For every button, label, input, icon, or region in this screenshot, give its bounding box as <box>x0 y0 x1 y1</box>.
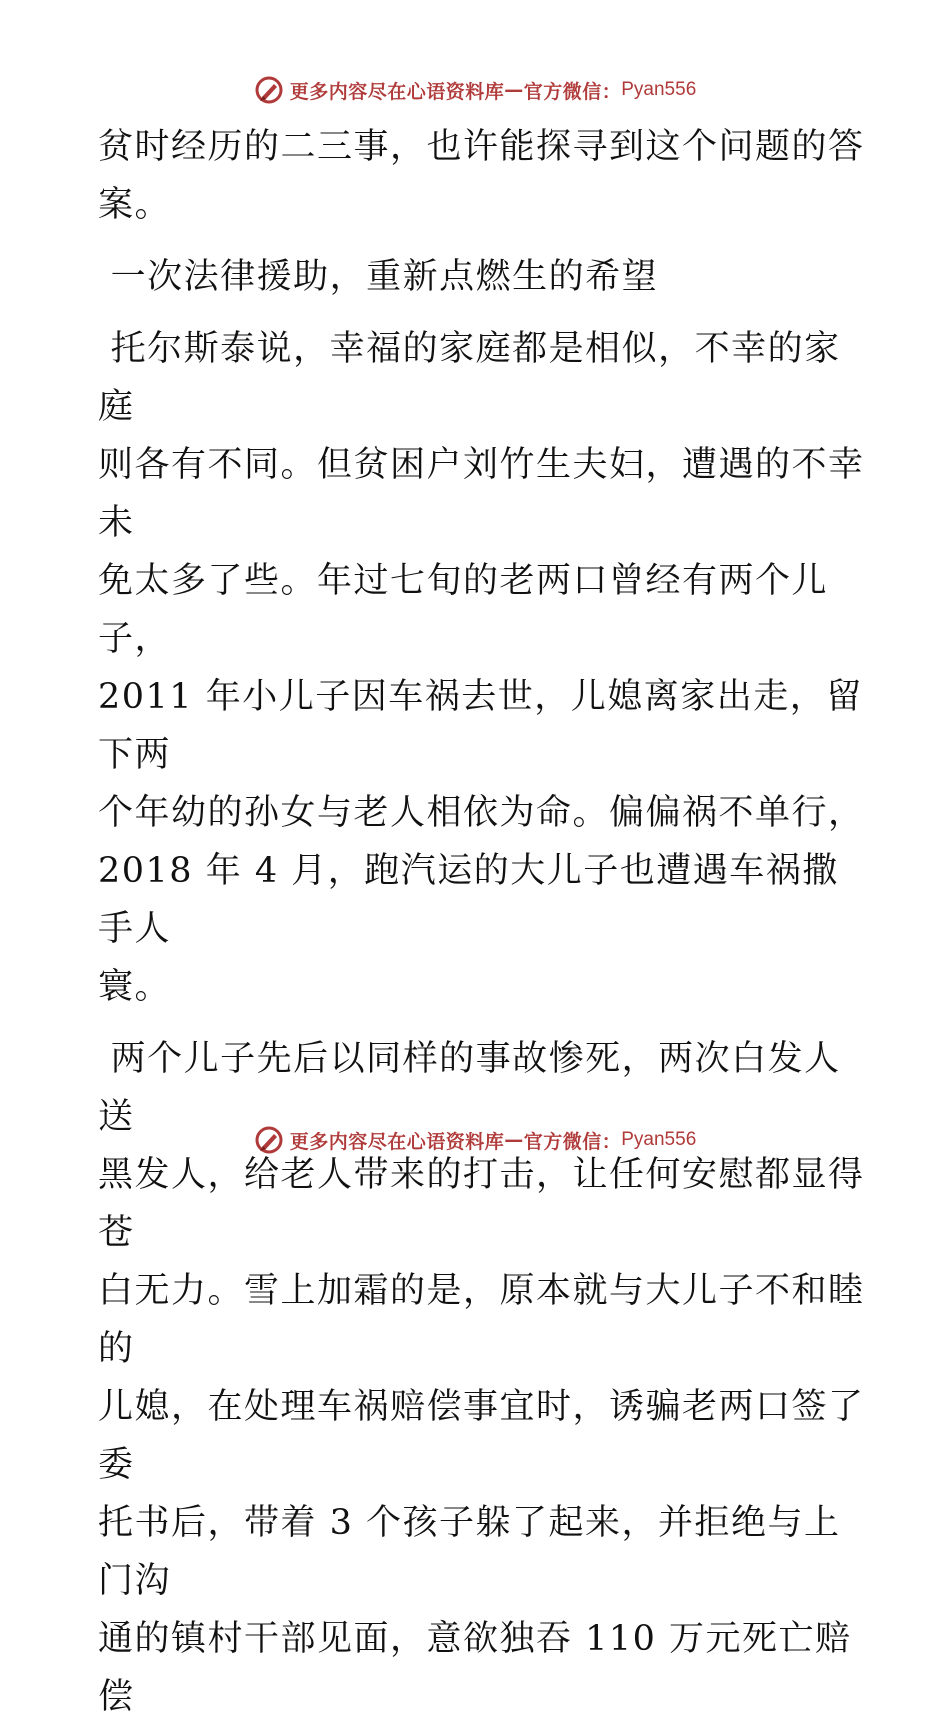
text-line: 通的镇村干部见面，意欲独吞 110 万元死亡赔偿 <box>98 1619 852 1717</box>
text-line: 黑发人，给老人带来的打击，让任何安慰都显得苍 <box>98 1155 865 1253</box>
text-line: 2018 年 4 月，跑汽运的大儿子也遭遇车祸撒手人 <box>98 851 839 949</box>
watermark-separator: — <box>504 1129 524 1151</box>
watermark-id: Pyan556 <box>621 1129 697 1150</box>
text-line: 案。 <box>98 185 172 225</box>
text-line: 托书后，带着 3 个孩子躲了起来，并拒绝与上门沟 <box>98 1503 841 1601</box>
watermark-main-text: 更多内容尽在心语资料库 <box>289 80 505 103</box>
pen-logo-icon <box>254 1125 284 1155</box>
header-watermark <box>0 70 950 110</box>
text-line: 则各有不同。但贫困户刘竹生夫妇，遭遇的不幸未 <box>98 445 865 543</box>
watermark-suffix-text: 官方微信： <box>523 1130 622 1153</box>
text-line: 个年幼的孙女与老人相依为命。偏偏祸不单行， <box>98 793 865 833</box>
document-body <box>98 118 868 1726</box>
watermark-id: Pyan556 <box>621 79 697 100</box>
watermark-main-text: 更多内容尽在心语资料库 <box>289 1130 505 1153</box>
text-line: 2011 年小儿子因车祸去世，儿媳离家出走，留下两 <box>98 677 863 775</box>
text-line: 白无力。雪上加霜的是，原本就与大儿子不和睦的 <box>98 1271 865 1369</box>
pen-logo-icon <box>254 75 284 105</box>
paragraph-1 <box>98 118 868 234</box>
text-line: 两个儿子先后以同样的事故惨死，两次白发人送 <box>98 1039 841 1137</box>
text-line: 免太多了些。年过七旬的老两口曾经有两个儿子， <box>98 561 829 659</box>
text-line: 寰。 <box>98 967 172 1007</box>
paragraph-2 <box>98 320 868 1016</box>
text-line: 儿媳，在处理车祸赔偿事宜时，诱骗老两口签了委 <box>98 1387 865 1485</box>
text-line: 贫时经历的二三事，也许能探寻到这个问题的答 <box>98 127 865 167</box>
section-heading: 一次法律援助，重新点燃生的希望 <box>98 257 659 297</box>
watermark-separator: — <box>504 79 524 101</box>
text-line: 托尔斯泰说，幸福的家庭都是相似，不幸的家庭 <box>98 329 841 427</box>
watermark-suffix-text: 官方微信： <box>523 80 622 103</box>
footer-watermark <box>0 1120 950 1160</box>
